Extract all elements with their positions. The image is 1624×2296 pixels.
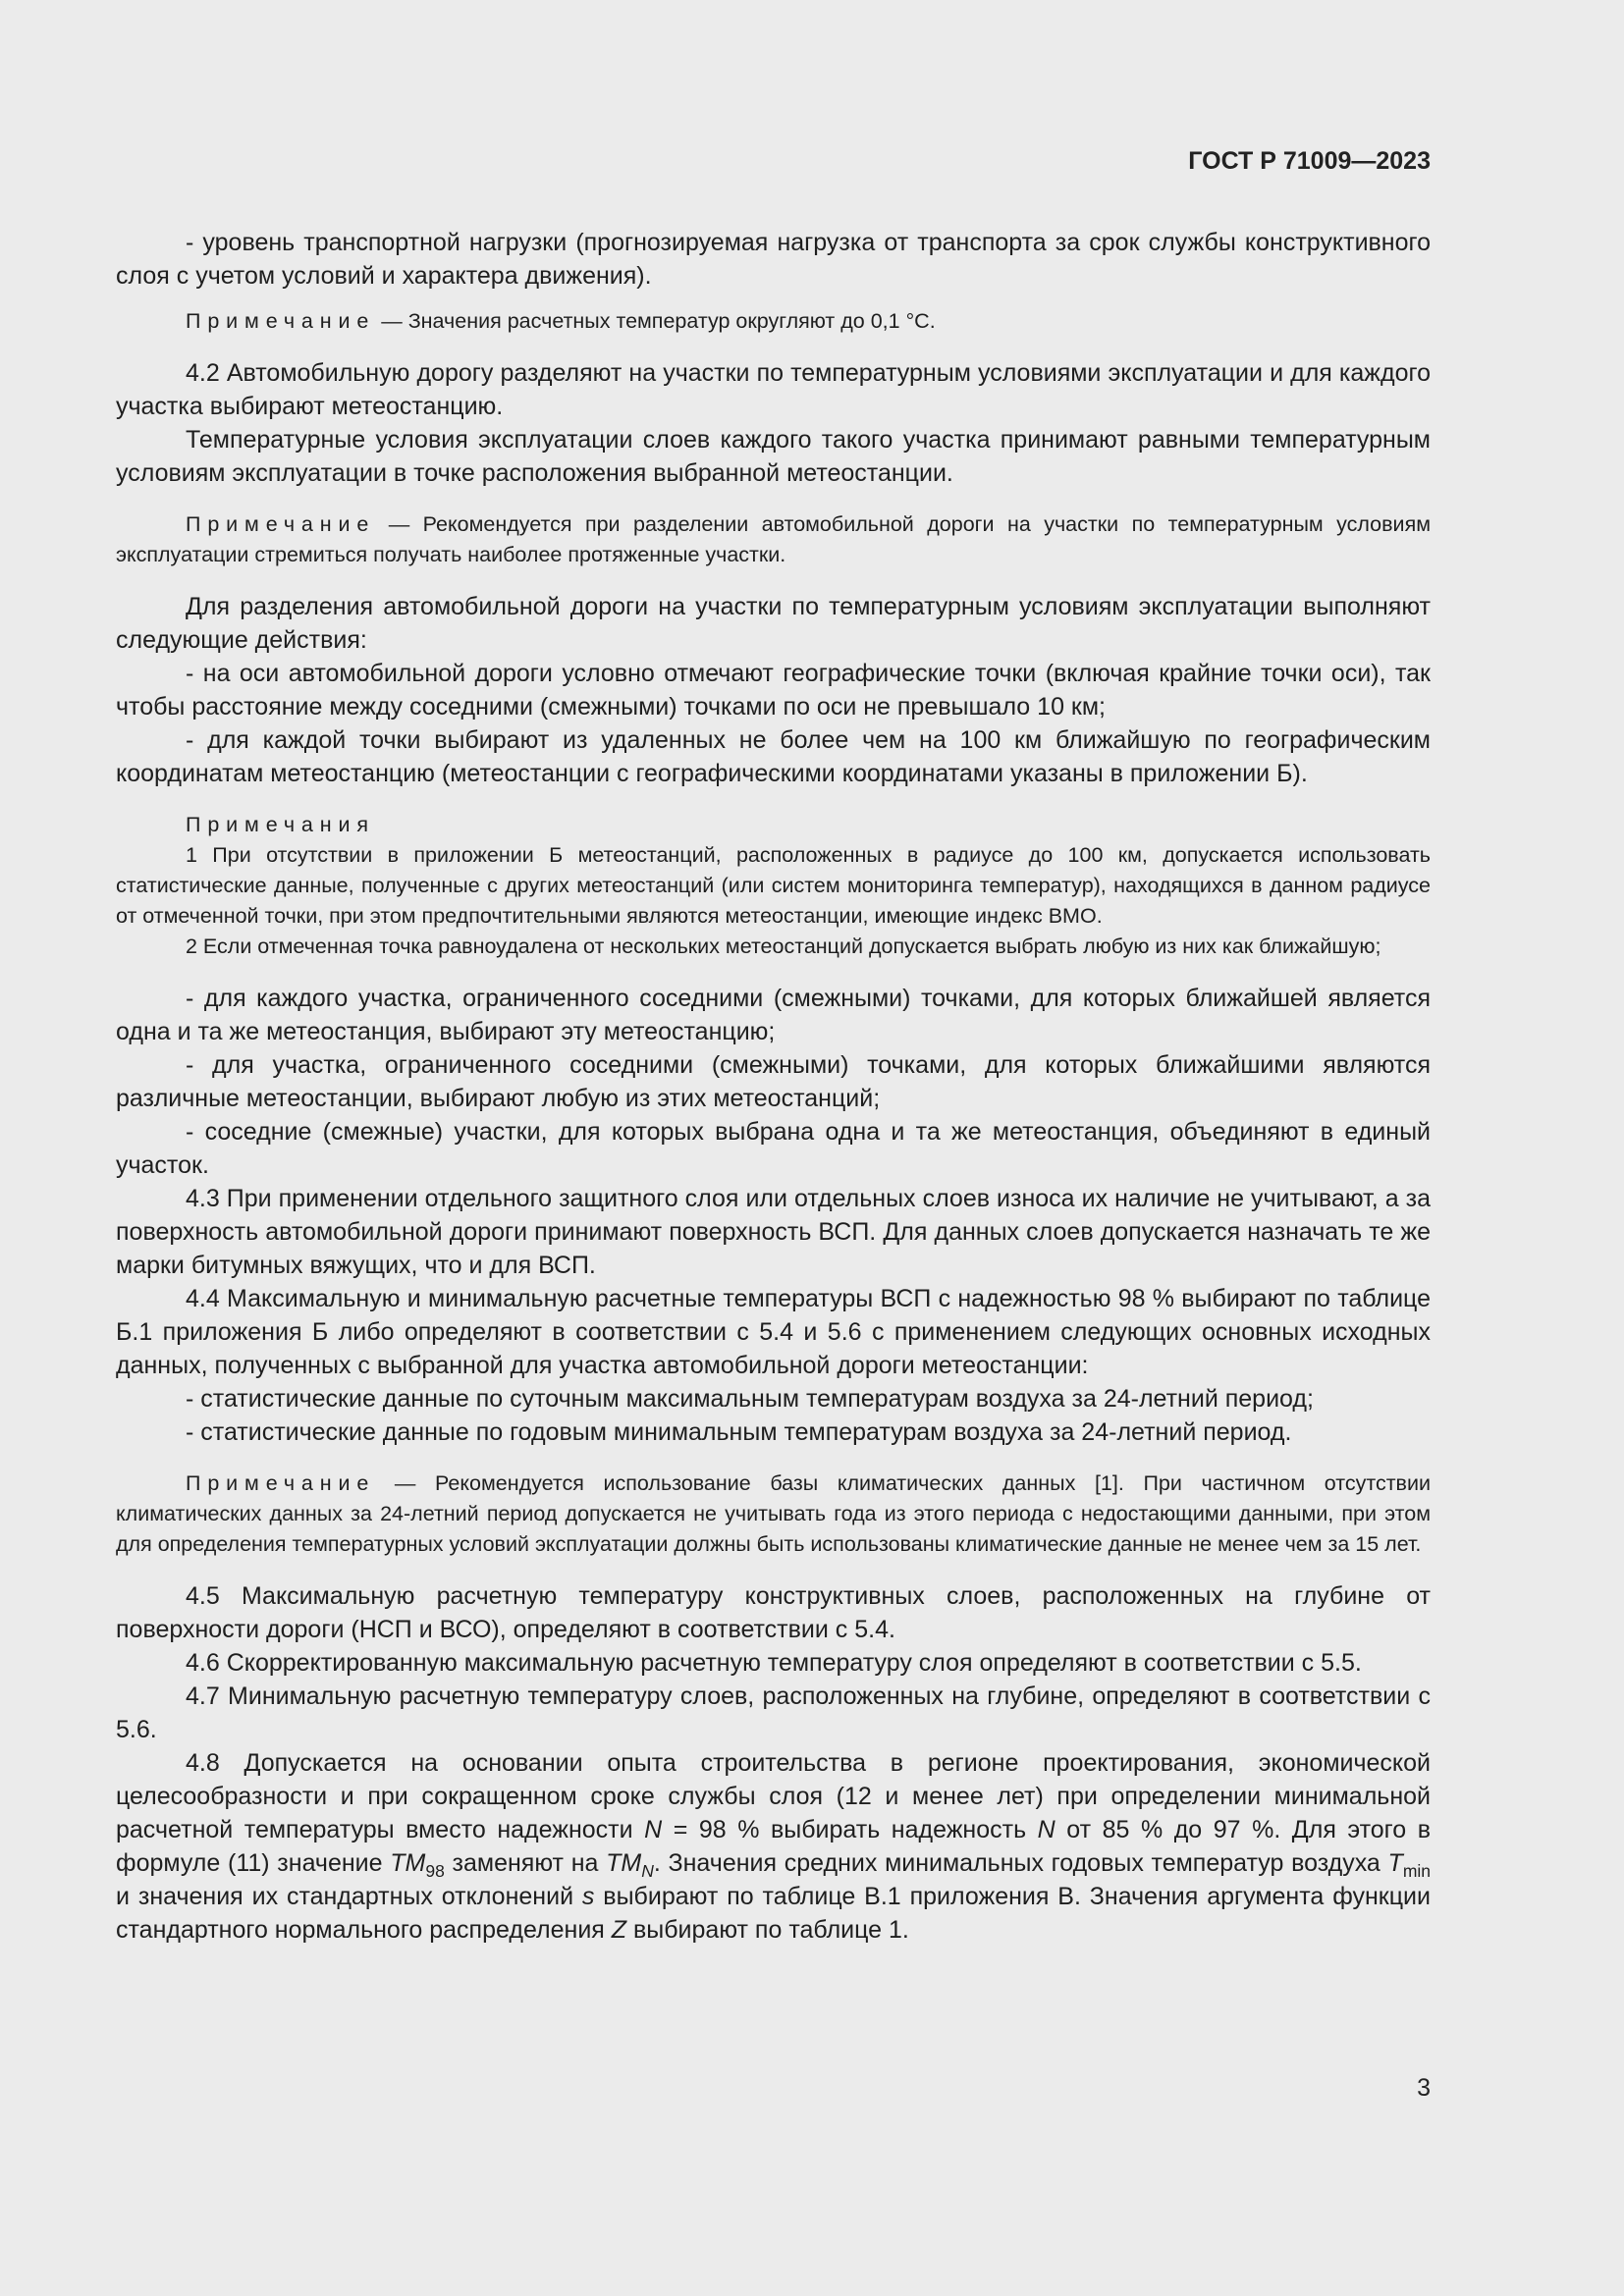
document-body [116, 226, 1431, 1947]
paragraph-4-3: 4.3 При применении отдельного защитного слоя или отдельных слоев износа их наличие не учитывают, а за поверхность автомобильной дороги принимают поверхность ВСП. Для данных слоев допускается назначать те же марки битумных вяжущих, что и для ВСП. [116, 1185, 1431, 1279]
page-number: 3 [1417, 2074, 1431, 2102]
note-text: — Рекомендуется при разделении автомобильной дороги на участки по температурным условиям эксплуатации стремиться получать наиболее протяженные участки. [116, 512, 1431, 566]
paragraph-traffic-load: - уровень транспортной нагрузки (прогнозируемая нагрузка от транспорта за срок службы конструктивного слоя с учетом условий и характера движения). [116, 229, 1431, 290]
note-text: — Значения расчетных температур округляют до 0,1 °С. [375, 309, 936, 333]
note-text: — Рекомендуется использование базы климатических данных [1]. При частичном отсутствии климатических данных за 24-летний период допускается не учитывать года из этого периода с недостающими данными, при этом для определения температурных условий эксплуатации должны быть использованы климатические данные не менее чем за 15 лет. [116, 1471, 1431, 1556]
paragraph-4-7: 4.7 Минимальную расчетную температуру слоев, расположенных на глубине, определяют в соответствии с 5.6. [116, 1682, 1431, 1743]
note-sections [116, 509, 1431, 570]
notes-label [116, 810, 1431, 840]
paragraph-4-6: 4.6 Скорректированную максимальную расчетную температуру слоя определяют в соответствии с 5.5. [186, 1649, 1362, 1677]
list-item-min-temps: - статистические данные по годовым минимальным температурам воздуха за 24-летний период. [186, 1418, 1292, 1446]
list-item-merge-sections: - соседние (смежные) участки, для которых выбрана одна и та же метеостанция, объединяют в единый участок. [116, 1118, 1431, 1179]
note-label: Примечание [186, 309, 376, 333]
paragraph-4-4: 4.4 Максимальную и минимальную расчетные температуры ВСП с надежностью 98 % выбирают по таблице Б.1 приложения Б либо определяют в соответствии с 5.4 и 5.6 с применением следующих основных исходных данных, полученных с выбранной для участка автомобильной дороги метеостанции: [116, 1285, 1431, 1379]
paragraph-4-5: 4.5 Максимальную расчетную температуру конструктивных слоев, расположенных на глубине от поверхности дороги (НСП и ВСО), определяют в соответствии с 5.4. [116, 1582, 1431, 1643]
notes-label-text: Примечания [186, 813, 375, 836]
note-label: Примечание [186, 1471, 376, 1495]
notes-block [116, 810, 1431, 962]
document-id-header: ГОСТ Р 71009—2023 [1188, 147, 1431, 175]
list-item-max-temps: - статистические данные по суточным максимальным температурам воздуха за 24-летний период; [186, 1385, 1314, 1413]
paragraph-4-8: 4.8 Допускается на основании опыта строительства в регионе проектирования, экономической целесообразности и при сокращенном сроке службы слоя (12 и менее лет) при определении минимальной расчетной температуры вместо надежности N = 98 % выбирать надежность N от 85 % до 97 %. Для этого в формуле (11) значение $TM_{98}$ заменяют на $TM_N$. Значения средних минимальных годовых температур воздуха $T_{min}$ и значения их стандартных отклонений s выбирают по таблице В.1 приложения В. Значения аргумента функции стандартного нормального распределения Z выбирают по таблице 1. [116, 1749, 1432, 1944]
note-item-1: 1 При отсутствии в приложении Б метеостанций, расположенных в радиусе до 100 км, допускается использовать статистические данные, полученные с других метеостанций (или систем мониторинга температур), находящихся в данном радиусе от отмеченной точки, при этом предпочтительными являются метеостанции, имеющие индекс ВМО. [116, 843, 1431, 928]
list-item-nearest-station: - для каждой точки выбирают из удаленных не более чем на 100 км ближайшую по географическим координатам метеостанцию (метеостанции с географическими координатами указаны в приложении Б). [116, 726, 1431, 787]
list-item-points: - на оси автомобильной дороги условно отмечают географические точки (включая крайние точки оси), так чтобы расстояние между соседними (смежными) точками по оси не превышало 10 км; [116, 660, 1431, 721]
paragraph-temperature-conditions: Температурные условия эксплуатации слоев каждого такого участка принимают равными температурным условиям эксплуатации в точке расположения выбранной метеостанции. [116, 426, 1431, 487]
note-climate-data [116, 1468, 1431, 1560]
paragraph-4-2: 4.2 Автомобильную дорогу разделяют на участки по температурным условиями эксплуатации и для каждого участка выбирают метеостанцию. [116, 359, 1431, 420]
note-label: Примечание [186, 512, 376, 536]
note-item-2: 2 Если отмеченная точка равноудалена от нескольких метеостанций допускается выбрать любую из них как ближайшую; [186, 934, 1381, 958]
note-rounding [116, 306, 1431, 337]
paragraph-division-actions: Для разделения автомобильной дороги на участки по температурным условиям эксплуатации выполняют следующие действия: [116, 593, 1431, 654]
list-item-same-station: - для каждого участка, ограниченного соседними (смежными) точками, для которых ближайшей является одна и та же метеостанция, выбирают эту метеостанцию; [116, 985, 1431, 1045]
list-item-different-stations: - для участка, ограниченного соседними (смежными) точками, для которых ближайшими являются различные метеостанции, выбирают любую из этих метеостанций; [116, 1051, 1431, 1112]
